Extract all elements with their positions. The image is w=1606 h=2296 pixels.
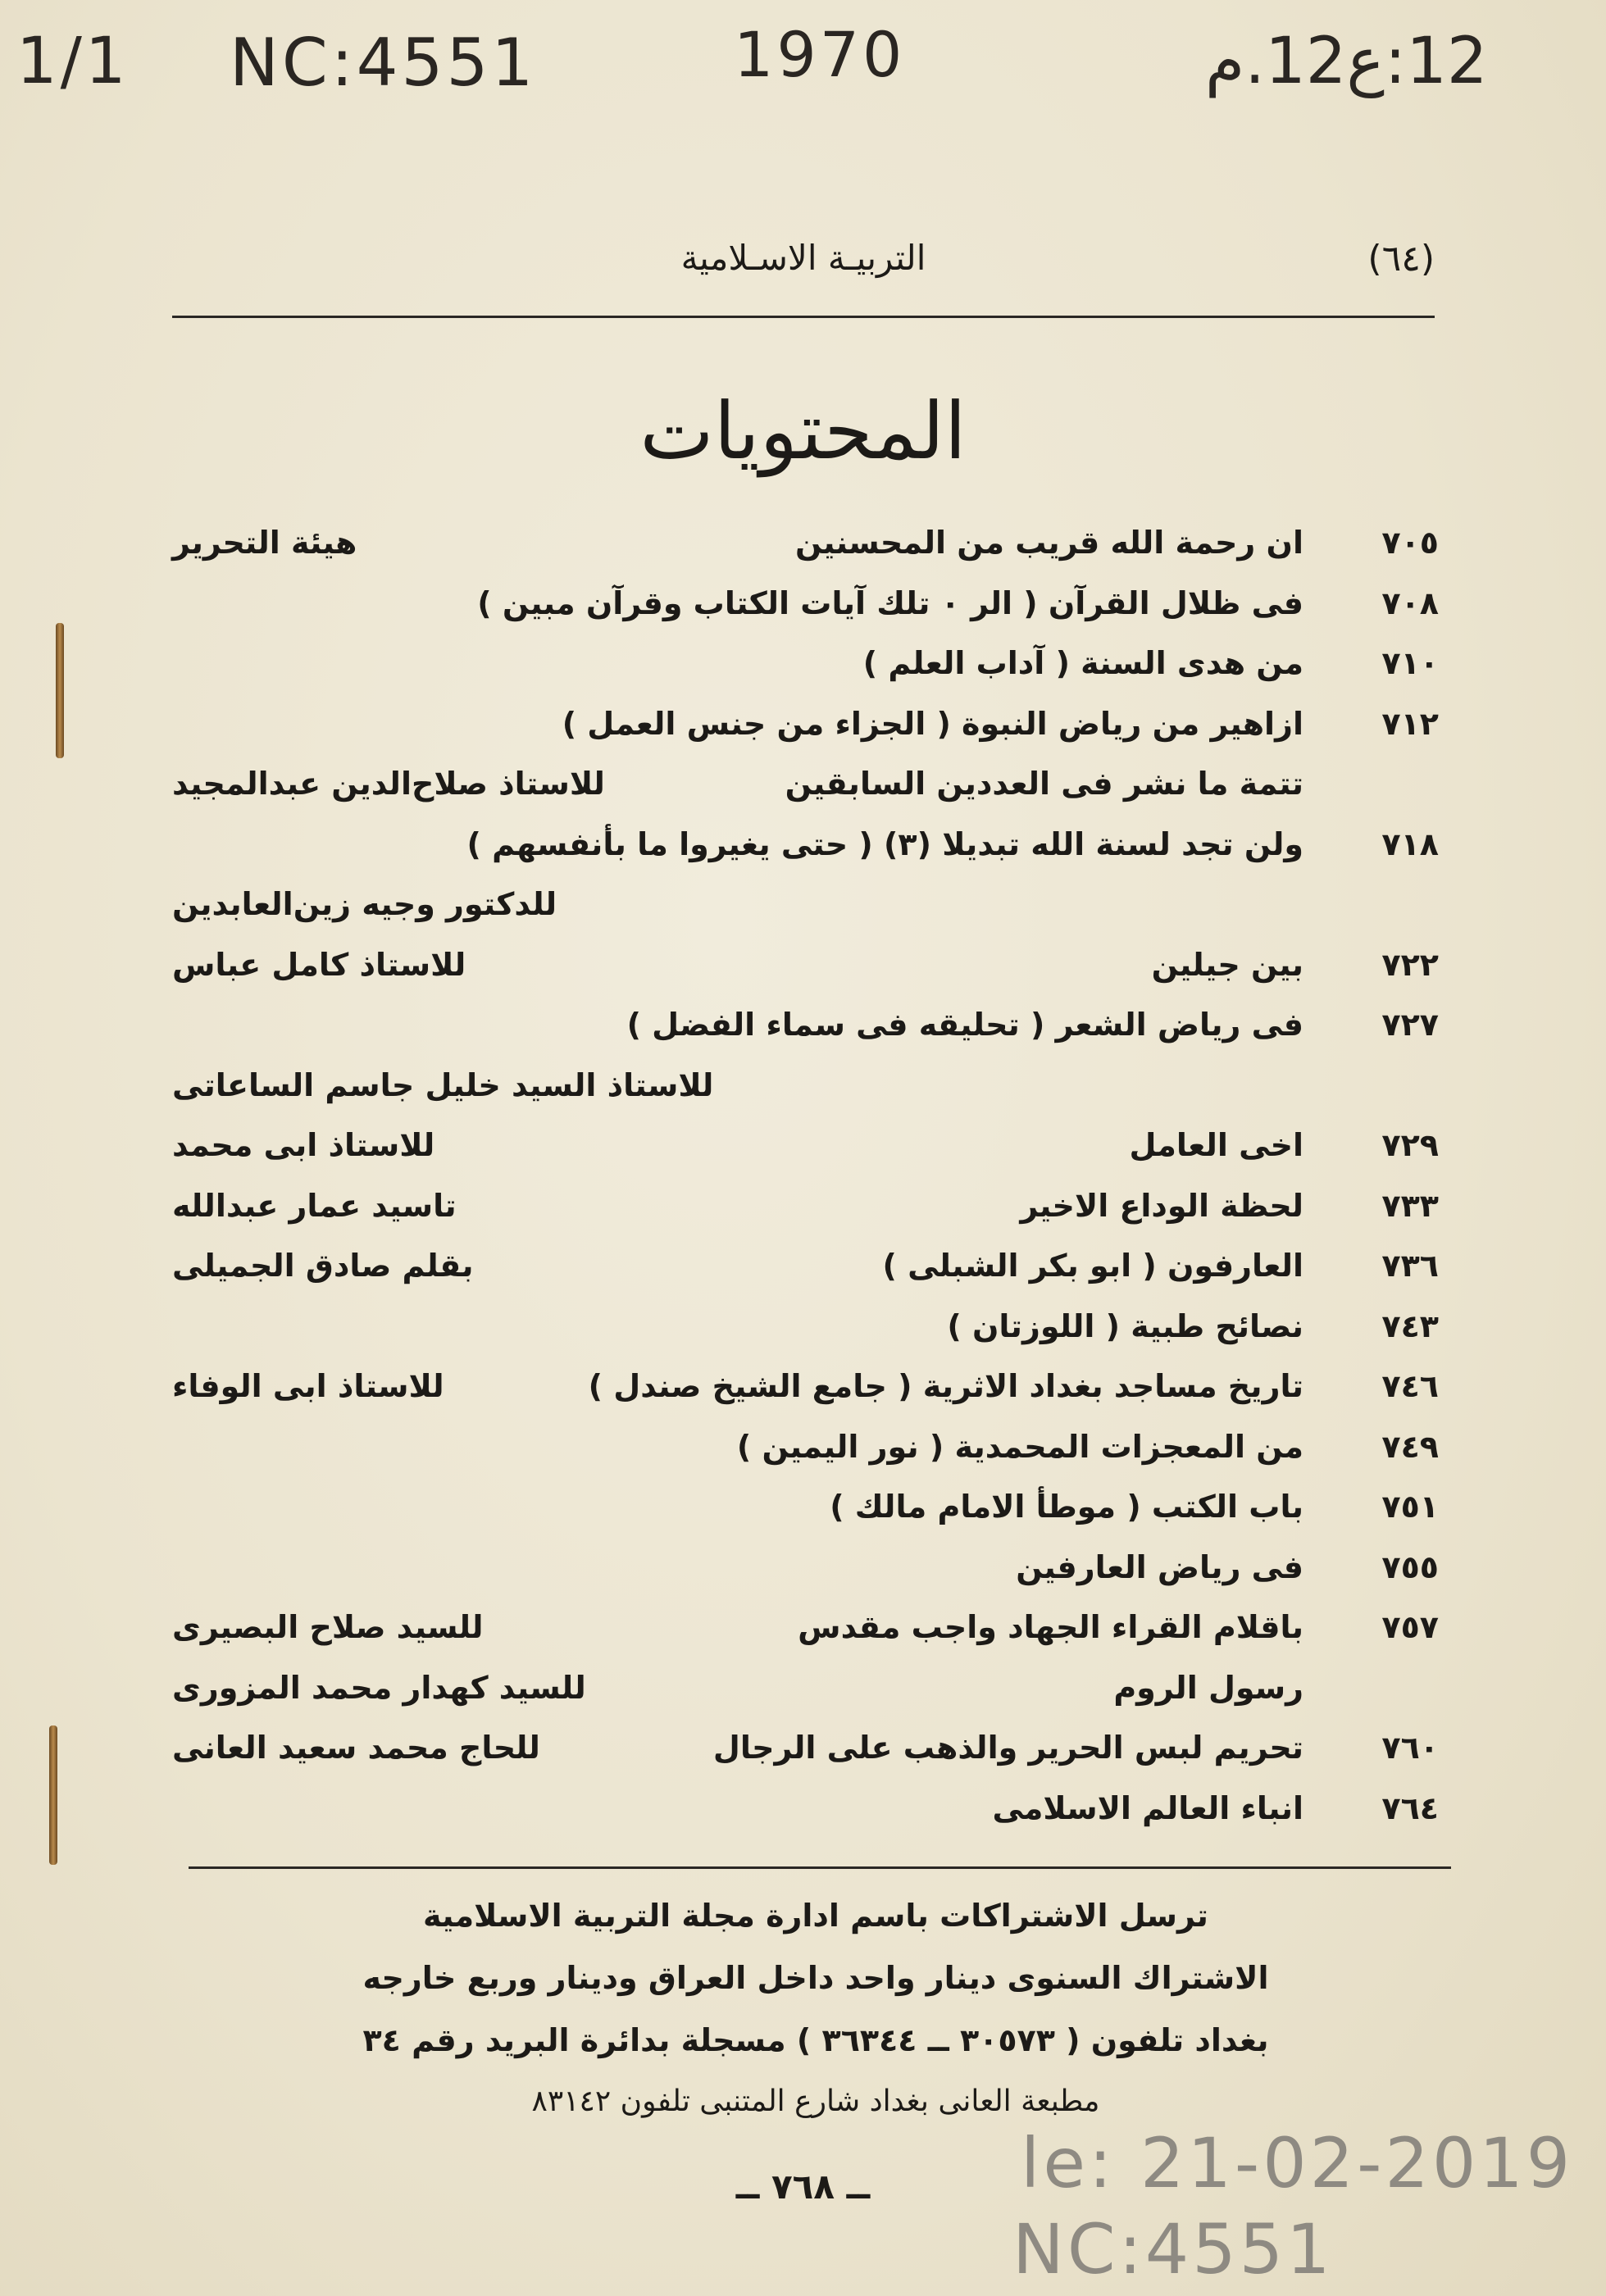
toc-author: هيئة التحرير (172, 525, 357, 561)
toc-author: تاسيد عمار عبدالله (172, 1187, 457, 1224)
toc-author: بقلم صادق الجميلى (172, 1248, 474, 1284)
toc-row (172, 1308, 1439, 1359)
toc-title: انباء العالم الاسلامى (992, 1789, 1303, 1826)
toc-title: باقلام القراء الجهاد واجب مقدس (798, 1609, 1303, 1645)
toc-page-number: ٧٤٣ (1381, 1307, 1439, 1344)
footer-line: الاشتراك السنوى دينار واحد داخل العراق ودينار وربع خارجه (362, 1960, 1269, 1996)
toc-title: اخى العامل (1129, 1127, 1303, 1163)
handwritten-date: le: 21-02-2019 (1021, 2123, 1574, 2203)
toc-page-number: ٧٥١ (1381, 1489, 1439, 1525)
toc-author: للاستاذ ابى محمد (172, 1127, 435, 1163)
toc-row (172, 947, 1439, 998)
toc-title: بين جيلين (1151, 946, 1303, 983)
toc-author: للدكتور وجيه زين‌العابدين (172, 886, 557, 922)
handwritten-nc-code: NC:4551 (230, 25, 537, 101)
toc-author: للسيد كهدار محمد المزورى (172, 1669, 586, 1706)
footer-line: بغداد تلفون ( ٣٠٥٧٣ ــ ٣٦٣٤٤ ) مسجلة بدائرة البريد رقم ٣٤ (362, 2022, 1269, 2058)
handwritten-shelf-code: 12:ع12.م (1205, 25, 1488, 98)
toc-page-number: ٧٠٨ (1381, 584, 1439, 621)
toc-row (172, 1067, 1439, 1118)
toc-row (172, 1790, 1439, 1841)
toc-row (172, 1730, 1439, 1780)
toc-title: تحريم لبس الحرير والذهب على الرجال (712, 1730, 1303, 1766)
toc-title: ازاهير من رياض النبوة ( الجزاء من جنس العمل ) (562, 705, 1303, 742)
handwritten-nc-code-bottom: NC:4551 (1012, 2209, 1334, 2289)
toc-title: ان رحمة الله قريب من المحسنين (794, 525, 1303, 561)
footer-line: مطبعة العانى بغداد شارع المتنبى تلفون ٨٣١٤٢ (531, 2085, 1100, 2118)
toc-row (172, 1670, 1439, 1721)
toc-page-number: ٧٥٥ (1381, 1548, 1439, 1585)
header-divider (172, 316, 1435, 318)
toc-title: تتمة ما نشر فى العددين السابقين (785, 766, 1303, 802)
toc-page-number: ٧٢٧ (1381, 1007, 1439, 1043)
toc-page-number: ٧٢٩ (1381, 1127, 1439, 1163)
running-header (172, 238, 1435, 295)
toc-title: تاريخ مساجد بغداد الاثرية ( جامع الشيخ صندل ) (588, 1368, 1303, 1404)
toc-title: باب الكتب ( موطأ الامام مالك ) (830, 1489, 1303, 1525)
toc-title: نصائح طبية ( اللوزتان ) (947, 1307, 1303, 1344)
toc-title: من هدى السنة ( آداب العلم ) (862, 645, 1303, 681)
toc-row (172, 585, 1439, 636)
toc-page-number: ٧١٨ (1381, 825, 1439, 862)
toc-page-number: ٧٤٦ (1381, 1368, 1439, 1404)
toc-title: لحظة الوداع الاخير (1020, 1187, 1303, 1224)
toc-author: للحاج محمد سعيد العانى (172, 1730, 540, 1766)
toc-author: للاستاذ ابى الوفاء (172, 1368, 444, 1404)
footer-line: ترسل الاشتراكات باسم ادارة مجلة التربية الاسلامية (423, 1898, 1208, 1934)
toc-title: فى رياض العارفين (1016, 1548, 1303, 1585)
toc-page-number: ٧٠٥ (1381, 525, 1439, 561)
toc-row (172, 525, 1439, 575)
toc-row (172, 1127, 1439, 1178)
toc-title: فى ظلال القرآن ( الر ٠ تلك آيات الكتاب وقرآن مبين ) (477, 584, 1303, 621)
toc-row (172, 766, 1439, 816)
toc-row (172, 886, 1439, 937)
toc-page-number: ٧٤٩ (1381, 1428, 1439, 1465)
toc-author: للسيد صلاح البصيرى (172, 1609, 484, 1645)
toc-row (172, 706, 1439, 757)
toc-page-number: ٧٦٠ (1381, 1730, 1439, 1766)
footer-divider (189, 1866, 1451, 1869)
toc-row (172, 1429, 1439, 1480)
toc-row (172, 1248, 1439, 1298)
toc-row (172, 1368, 1439, 1419)
staple-mark-bottom (49, 1725, 57, 1865)
toc-page-number: ٧٦٤ (1381, 1789, 1439, 1826)
handwritten-year: 1970 (734, 18, 906, 91)
toc-row (172, 1007, 1439, 1057)
toc-row (172, 645, 1439, 696)
handwritten-volume: 1/1 (16, 25, 130, 98)
toc-page-number: ٧٣٦ (1381, 1248, 1439, 1284)
contents-heading: المحتويات (639, 385, 967, 477)
toc-title: فى رياض الشعر ( تحليقه فى سماء الفضل ) (626, 1007, 1303, 1043)
header-page-number: (٦٤) (1367, 238, 1435, 280)
toc-row (172, 826, 1439, 877)
staple-mark-top (56, 623, 64, 758)
toc-author: للاستاذ كامل عباس (172, 946, 466, 983)
journal-title: التربيـة الاسـلامية (680, 238, 926, 278)
toc-page-number: ٧٣٣ (1381, 1187, 1439, 1224)
toc-row (172, 1188, 1439, 1239)
toc-title: العارفون ( ابو بكر الشبلى ) (882, 1248, 1303, 1284)
toc-author: للاستاذ صلاح‌الدين عبدالمجيد (172, 766, 605, 802)
toc-row (172, 1549, 1439, 1600)
toc-page-number: ٧٥٧ (1381, 1609, 1439, 1645)
toc-title: رسول الروم (1113, 1669, 1303, 1706)
page-number: ــ ٧٦٨ ــ (735, 2166, 871, 2207)
toc-row (172, 1489, 1439, 1539)
toc-author: للاستاذ السيد خليل جاسم الساعاتى (172, 1066, 714, 1103)
toc-title: من المعجزات المحمدية ( نور اليمين ) (736, 1428, 1303, 1465)
toc-row (172, 1609, 1439, 1660)
toc-title: ولن تجد لسنة الله تبديلا (٣) ( حتى يغيروا ما بأنفسهم ) (466, 825, 1303, 862)
toc-page-number: ٧١٠ (1381, 645, 1439, 681)
toc-page-number: ٧٢٢ (1381, 946, 1439, 983)
toc-page-number: ٧١٢ (1381, 705, 1439, 742)
